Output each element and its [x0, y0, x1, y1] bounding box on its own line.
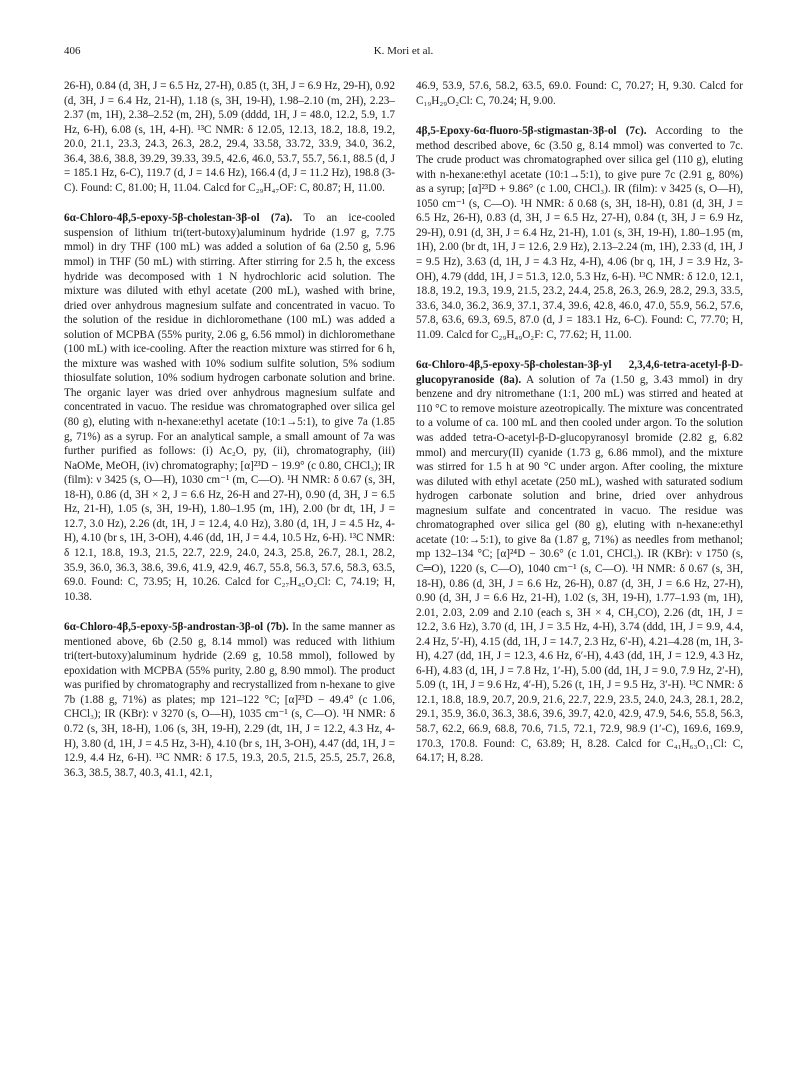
section-7a-title: 6α-Chloro-4β,5-epoxy-5β-cholestan-3β-ol (7a).	[64, 212, 293, 225]
section-7c	[416, 124, 743, 342]
right-column	[416, 79, 743, 766]
section-7c-title: 4β,5-Epoxy-6α-fluoro-5β-stigmastan-3β-ol (7c).	[416, 125, 647, 138]
page-number: 406	[64, 45, 81, 57]
section-7a-body: To an ice-cooled suspension of lithium tri(tert-butoxy)aluminum hydride (1.97 g, 7.75 mmol) in dry THF (100 mL) was added a solution of 6a (2.50 g, 5.96 mmol) in THF (50 mL) with stirring. After stirring for 2.5 h, the excess hydride was decomposed with 1 N hydrochloric acid solution. The mixture was diluted with ethyl acetate (200 mL), washed with brine, dried over anhydrous magnesium sulfate and concentrated in vacuo. To the solution of the residue in dichloromethane (100 mL) was added a solution of MCPBA (55% purity, 2.06 g, 6.56 mmol) in dichloromethane (100 mL) with ice-cooling. After the reaction mixture was stirred for 6 h, the mixture was washed with 10% sodium sulfite solution, 5% sodium thiosulfate solution, 10% sodium hydrogen carbonate solution and brine. The organic layer was dried over anhydrous magnesium sulfate and concentrated in vacuo. The residue was chromatographed over silica gel (80 g), eluting with n-hexane:ethyl acetate (10:1→5:1), to give 7a (1.85 g, 71%) as a syrup. For an analytical sample, a small amount of 7a was further purified as follows: (i) Ac₂O, py, (ii), chromatography, (iii) NaOMe, MeOH, (iv) chromatography; [α]²³D − 19.9° (c 0.80, CHCl₃); IR (film): ν 3425 (s, O—H), 1030 cm⁻¹ (m, C—O). ¹H NMR: δ 0.67 (s, 3H, 18-H), 0.86 (d, 3H × 2, J = 6.6 Hz, 26-H and 27-H), 0.90 (d, 3H, J = 6.5 Hz, 21-H), 1.05 (s, 3H, 19-H), 1.80–1.95 (m, 1H), 2.00 (br dt, 1H, J = 12.7, 3.0 Hz), 2.26 (dt, 1H, J = 12.4, 4.0 Hz), 3.80 (d, 1H, J = 4.5 Hz, 4-H), 4.10 (br s, 1H, 3-OH), 4.46 (dd, 1H, J = 4.4, 10.5 Hz, 6-H). ¹³C NMR: δ 12.1, 18.8, 19.3, 21.5, 22.7, 22.9, 24.0, 24.3, 25.8, 26.7, 28.1, 28.2, 35.9, 36.0, 36.3, 38.6, 39.6, 41.9, 42.9, 46.7, 55.8, 56.3, 57.6, 58.3, 63.5, 69.0. Found: C, 73.95; H, 10.26. Calcd for C₂₇H₄₅O₂Cl: C, 74.19; H, 10.38.	[64, 212, 395, 603]
section-8a-body: A solution of 7a (1.50 g, 3.43 mmol) in dry benzene and dry nitromethane (1:1, 200 mL) was stirred and heated at 110 °C to remove moisture azeotropically. The mixture was concentrated to a volume of ca. 100 mL and then cooled under argon. To the solution was added tetra-O-acetyl-β-D-glucopyranosyl bromide (2.82 g, 6.82 mmol) and mercury(II) cyanide (1.73 g, 6.86 mmol), and the mixture was stirred for 1.5 h at 90 °C under argon. After cooling, the mixture was diluted with ethyl acetate (250 mL), washed with saturated sodium hydrogen carbonate solution and brine, dried over anhydrous magnesium sulfate and concentrated in vacuo. The residue was chromatographed over silica gel (80 g), eluting with n-hexane:ethyl acetate (10:→5:1), to give 8a (1.87 g, 71%) as needles from methanol; mp 132–134 °C; [α]²⁴D − 30.6° (c 1.01, CHCl₃). IR (KBr): ν 1750 (s, C═O), 1220 (s, C—O), 1040 cm⁻¹ (s, C—O). ¹H NMR: δ 0.67 (s, 3H, 18-H), 0.86 (d, 3H, J = 6.6 Hz, 26-H), 0.87 (d, 3H, J = 6.6 Hz, 27-H), 0.90 (d, 3H, J = 6.6 Hz, 21-H), 1.02 (s, 3H, 19-H), 1.77–1.93 (m, 1H), 2.01, 2.03, 2.09 and 2.10 (each s, 3H × 4, CH₃CO), 2.26 (dt, 1H, J = 12.2, 3.6 Hz), 3.70 (d, 1H, J = 3.5 Hz, 4-H), 3.74 (ddd, 1H, J = 9.9, 4.4, 2.4 Hz, 5′-H), 4.15 (dd, 1H, J = 14.7, 2.3 Hz, 6′-H), 4.21–4.28 (m, 1H, 3-H), 4.27 (dd, 1H, J = 12.3, 4.6 Hz, 6′-H), 4.43 (dd, 1H, J = 12.9, 4.3 Hz, 6-H), 4.83 (d, 1H, J = 7.8 Hz, 1′-H), 5.00 (dd, 1H, J = 9.0, 7.9 Hz, 2′-H), 5.09 (t, 1H, J = 9.6 Hz, 4′-H), 5.26 (t, 1H, J = 9.5 Hz, 3′-H). ¹³C NMR: δ 12.1, 18.8, 18.9, 20.7, 20.9, 21.6, 22.7, 22.9, 23.5, 24.0, 24.3, 28.1, 28.2, 29.1, 35.9, 36.0, 36.3, 38.6, 39.6, 39.7, 42.0, 42.9, 47.9, 54.6, 55.8, 56.3, 58.7, 62.2, 66.9, 68.8, 70.6, 71.5, 72.1, 72.9, 98.9 (1′-C), 169.6, 169.9, 170.3, 170.8. Found: C, 63.89; H, 8.28. Calcd for C₄₁H₆₃O₁₁Cl: C, 64.17; H, 8.28.	[416, 373, 744, 765]
left-column	[64, 79, 395, 780]
section-7c-body: According to the method described above, 6c (3.50 g, 8.14 mmol) was converted to 7c. The crude product was chromatographed over silica gel (110 g), eluting with n-hexane:ethyl acetate (10:1→5:1), to give pure 7c (2.91 g, 80%) as a syrup; [α]²³D + 9.86° (c 1.00, CHCl₃). IR (film): ν 3425 (s, O—H), 1050 cm⁻¹ (s, C—O). ¹H NMR: δ 0.68 (s, 3H, 18-H), 0.81 (d, 3H, J = 6.5 Hz, 26-H), 0.83 (d, 3H, J = 6.5 Hz, 27-H), 0.84 (t, 3H, J = 6.9 Hz, 29-H), 0.91 (d, 3H, J = 6.4 Hz, 21-H), 1.01 (s, 3H, 19-H), 1.80–1.95 (m, 1H), 2.00 (br dt, 1H, J = 12.6, 2.9 Hz), 2.13–2.24 (m, 1H), 2.33 (d, 1H, J = 9.5 Hz), 3.63 (d, 1H, J = 4.3 Hz, 4-H), 4.06 (br q, 1H, J = 3.9 Hz, 3-OH), 4.79 (ddd, 1H, J = 51.3, 12.0, 5.3 Hz, 6-H). ¹³C NMR: δ 12.0, 12.1, 18.8, 19.2, 19.3, 19.9, 21.5, 23.2, 24.4, 25.8, 26.3, 26.9, 28.2, 29.3, 33.5, 33.6, 34.0, 36.2, 36.9, 37.1, 37.4, 39.6, 42.8, 46.0, 47.0, 55.9, 56.2, 57.6, 57.8, 63.6, 69.3, 69.5, 87.0 (d, J = 183.1 Hz, 6-C). Found: C, 77.70; H, 11.09. Calcd for C₂₉H₄₉O₂F: C, 77.62; H, 11.00.	[416, 125, 743, 341]
section-8a-title: 6α-Chloro-4β,5-epoxy-5β-cholestan-3β-yl 2,3,4,6-tetra-acetyl-β-D-glucopyranoside (8a).	[416, 359, 743, 386]
section-7b-body: In the same manner as mentioned above, 6b (2.50 g, 8.14 mmol) was reduced with lithium tri(tert-butoxy)aluminum hydride (2.69 g, 10.58 mmol), followed by epoxidation with MCPBA (55% purity, 2.80 g, 8.90 mmol). The product was purified by chromatography and recrystallized from n-hexane to give 7b (1.88 g, 71%) as plates; mp 121–122 °C; [α]²³D − 49.4° (c 1.06, CHCl₃); IR (KBr): ν 3270 (s, O—H), 1035 cm⁻¹ (s, C—O). ¹H NMR: δ 0.72 (s, 3H, 18-H), 1.06 (s, 3H, 19-H), 2.29 (dt, 1H, J = 12.2, 4.3 Hz, 4-H), 3.80 (d, 1H, J = 4.5 Hz, 3-H), 4.10 (br s, 1H, 3-OH), 4.47 (dd, 1H, J = 12.9, 4.4 Hz, 6-H). ¹³C NMR: δ 17.5, 19.3, 20.5, 21.5, 25.5, 25.7, 26.8, 36.3, 38.5, 38.7, 40.3, 41.1, 42.1,	[64, 621, 395, 779]
continued-paragraph: 46.9, 53.9, 57.6, 58.2, 63.5, 69.0. Found: C, 70.27; H, 9.30. Calcd for C₁₉H₂₉O₂Cl: C, 70.24; H, 9.00.	[416, 80, 743, 107]
section-7b	[64, 620, 395, 780]
section-8a	[416, 358, 743, 765]
page-header	[64, 45, 743, 61]
section-7b-title: 6α-Chloro-4β,5-epoxy-5β-androstan-3β-ol (7b).	[64, 621, 289, 634]
continued-paragraph: 26-H), 0.84 (d, 3H, J = 6.5 Hz, 27-H), 0.85 (t, 3H, J = 6.9 Hz, 29-H), 0.92 (d, 3H, J = 6.4 Hz, 21-H), 1.18 (s, 3H, 19-H), 1.98–2.10 (m, 2H), 2.23–2.37 (m, 1H), 2.38–2.52 (m, 2H), 5.09 (dddd, 1H, J = 48.0, 12.2, 5.9, 1.7 Hz, 6-H), 6.08 (s, 1H, 4-H). ¹³C NMR: δ 12.05, 12.13, 18.2, 18.8, 19.2, 20.0, 21.1, 23.3, 24.3, 26.3, 28.2, 29.4, 33.58, 33.72, 33.9, 34.0, 36.2, 36.4, 38.6, 38.8, 39.29, 39.33, 39.5, 42.6, 46.0, 53.7, 55.7, 56.1, 88.5 (d, J = 185.1 Hz, 6-C), 119.7 (d, J = 14.6 Hz), 166.4 (d, J = 11.2 Hz), 198.8 (3-C). Found: C, 81.00; H, 11.04. Calcd for C₂₉H₄₇OF: C, 80.87; H, 11.00.	[64, 80, 395, 194]
section-7a	[64, 211, 395, 604]
running-title: K. Mori et al.	[373, 45, 434, 57]
